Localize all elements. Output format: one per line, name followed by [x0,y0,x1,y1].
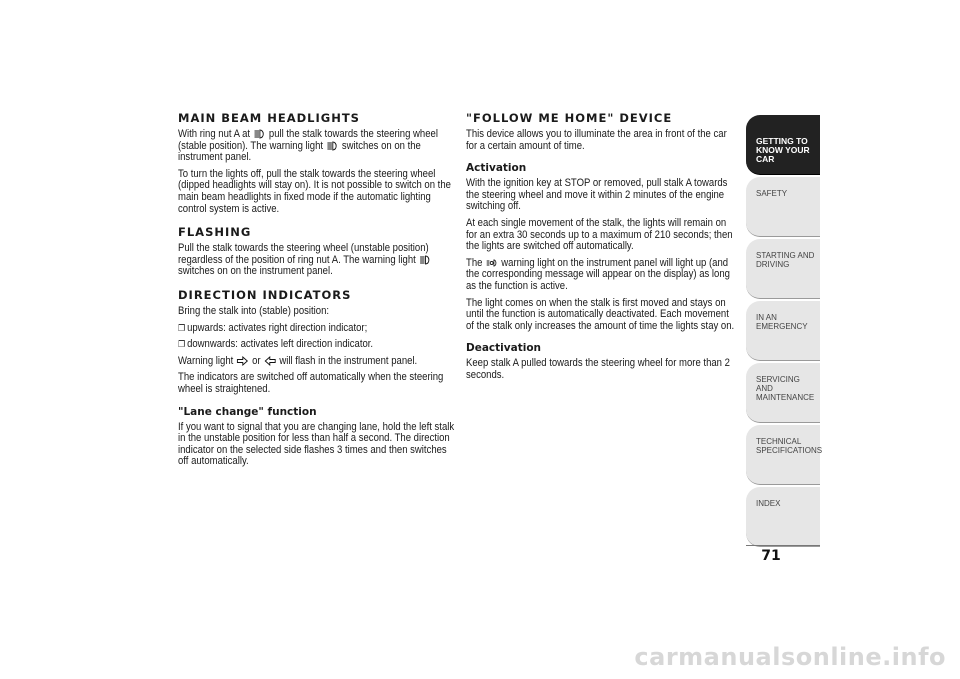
follow-me-home-icon [486,258,498,268]
flashing-heading: FLASHING [178,225,252,240]
tab-safety[interactable]: SAFETY [746,177,820,237]
direction-heading: DIRECTION INDICATORS [178,287,352,302]
activation-paragraph-3: The warning light on the instrument panel will light up (and the corresponding message will appear on the display) as long as the function is active. [466,256,730,292]
direction-bullet-2: ❐ downwards: activates left direction indicator. [178,338,374,351]
watermark: carmanualsonline.info [634,643,946,671]
main-beam-paragraph-2: To turn the lights off, pull the stalk towards the steering wheel (dipped headlights will stay on). It is not possible to switch on the main beam headlights in fixed mode if the automatic lighting control system is active. [178,167,451,215]
lane-change-paragraph: If you want to signal that you are changing lane, hold the left stalk in the unstable position for less than half a second. The direction indicator on the selected side flashes 3 times and then switches off automatically. [178,420,455,468]
flashing-paragraph: Pull the stalk towards the steering wheel (unstable position) regardless of the position of ring nut A. The warning light switches on on the instrument panel. [178,243,456,278]
deactivation-heading: Deactivation [466,342,542,355]
main-beam-paragraph-1: With ring nut A at pull the stalk towards the steering wheel (stable position). The warning light switches on on the instrument panel. [178,128,438,164]
main-beam-heading: MAIN BEAM HEADLIGHTS [178,111,360,125]
tab-servicing-and-maintenance[interactable]: SERVICING AND MAINTENANCE [746,363,820,423]
main-beam-icon [419,255,431,265]
follow-me-home-paragraph: This device allows you to illuminate the area in front of the car for a certain amount of time. [466,128,727,152]
activation-heading: Activation [466,162,527,175]
activation-paragraph-4: The light comes on when the stalk is first moved and stays on until the function is automatically deactivated. Each movement of the stalk only increases the amount of time the lights stay on. [466,296,735,332]
activation-paragraph-1: With the ignition key at STOP or removed, pull stalk A towards the steering wheel and move it within 2 minutes of the engine switching off. [466,177,728,213]
direction-paragraph-2: Warning light or will flash in the instrument panel. [178,354,418,367]
bullet-icon: ❐ [178,322,186,333]
main-beam-icon [254,129,266,139]
left-column [178,112,456,473]
lane-change-heading: "Lane change" function [178,405,317,418]
activation-paragraph-2: At each single movement of the stalk, the lights will remain on for an extra 30 seconds up to a maximum of 210 seconds; then the lights are switched off automatically. [466,216,733,253]
tabs-divider [746,545,820,546]
main-beam-icon [327,141,339,151]
direction-paragraph-3: The indicators are switched off automatically when the steering wheel is straightened. [178,371,444,395]
chapter-tabs [746,115,823,549]
tab-getting-to-know-your-car[interactable]: GETTING TO KNOW YOUR CAR [746,115,820,175]
right-column [466,112,738,387]
tab-technical-specifications[interactable]: TECHNICAL SPECIFICATIONS [746,425,820,485]
bullet-icon: ❐ [178,339,186,350]
page-number: 71 [761,548,781,564]
direction-bullet-1: ❐ upwards: activates right direction indicator; [178,321,368,334]
follow-me-home-heading: "FOLLOW ME HOME" DEVICE [466,111,673,125]
left-arrow-icon [264,356,276,366]
deactivation-paragraph: Keep stalk A pulled towards the steering wheel for more than 2 seconds. [466,357,730,381]
right-arrow-icon [237,356,249,366]
tab-starting-and-driving[interactable]: STARTING AND DRIVING [746,239,820,299]
direction-paragraph-1: Bring the stalk into (stable) position: [178,304,330,317]
tab-in-an-emergency[interactable]: IN AN EMERGENCY [746,301,820,361]
tab-index[interactable]: INDEX [746,487,820,547]
